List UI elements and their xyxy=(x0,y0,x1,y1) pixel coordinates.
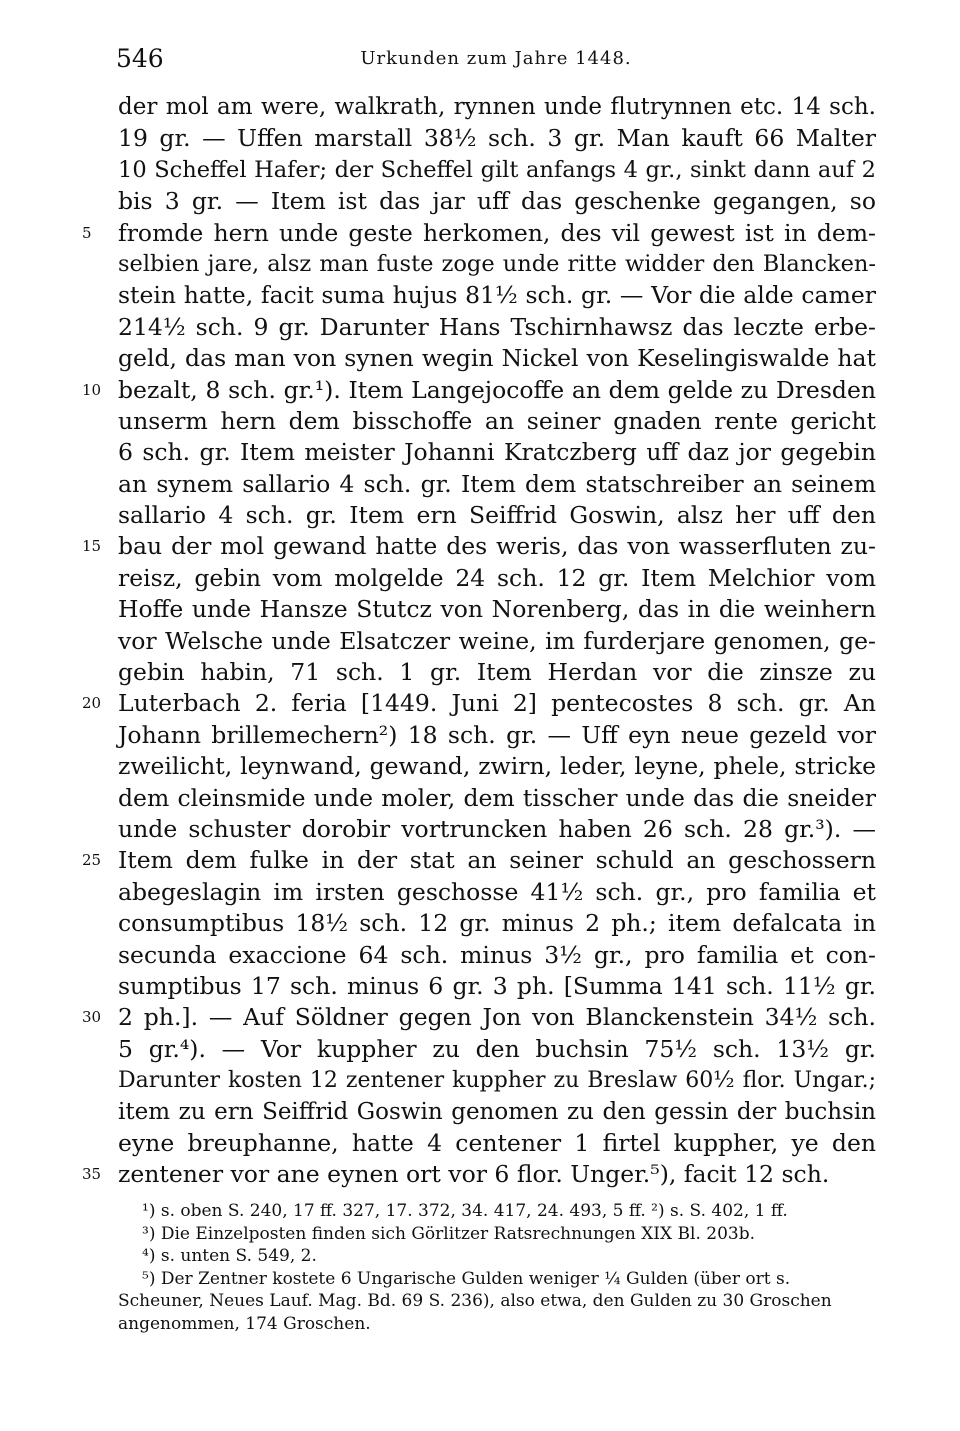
text-line xyxy=(118,500,876,531)
line-text: bezalt, 8 sch. gr.¹). Item Langejocoffe an dem gelde zu Dresden xyxy=(118,375,876,404)
text-line xyxy=(82,1002,876,1033)
line-text: bis 3 gr. — Item ist das jar uff das geschenke gegangen, so xyxy=(118,187,876,216)
line-text: 19 gr. — Uffen marstall 38½ sch. 3 gr. Man kauft 66 Malter xyxy=(118,124,876,153)
text-line xyxy=(82,845,876,876)
text-line xyxy=(118,563,876,594)
line-text: Johann brillemechern²) 18 sch. gr. — Uff eyn neue gezeld vor xyxy=(118,720,876,749)
line-text: sallario 4 sch. gr. Item ern Seiffrid Goswin, alsz her uff den xyxy=(118,501,876,530)
line-number: 20 xyxy=(82,694,102,713)
main-text xyxy=(82,92,876,1191)
line-text: 6 sch. gr. Item meister Johanni Kratczberg uff daz jor gegebin xyxy=(118,438,876,467)
text-line xyxy=(118,280,876,311)
line-text: selbien jare, alsz man fuste zoge unde ritte widder den Blancken- xyxy=(118,250,876,277)
text-line xyxy=(118,92,876,123)
text-line xyxy=(118,186,876,217)
text-line xyxy=(82,688,876,719)
line-text: der mol am were, walkrath, rynnen unde flutrynnen etc. 14 sch. xyxy=(118,94,876,120)
text-line xyxy=(118,123,876,154)
text-line xyxy=(118,312,876,343)
line-text: zentener vor ane eynen ort vor 6 flor. Unger.⁵), facit 12 sch. xyxy=(118,1160,830,1189)
text-line xyxy=(118,657,876,688)
text-line xyxy=(118,940,876,971)
line-text: stein hatte, facit suma hujus 81½ sch. gr. — Vor die alde camer xyxy=(118,281,876,310)
line-text: eyne breuphanne, hatte 4 centener 1 firtel kuppher, ye den xyxy=(118,1128,876,1157)
text-line xyxy=(118,155,876,186)
text-line xyxy=(118,626,876,657)
line-text: vor Welsche unde Elsatczer weine, im furderjare genomen, ge- xyxy=(118,626,876,655)
text-line xyxy=(118,343,876,374)
text-line xyxy=(82,375,876,406)
line-text: Darunter kosten 12 zentener kuppher zu Breslaw 60½ flor. Ungar.; xyxy=(118,1068,876,1094)
line-text: Hoffe unde Hansze Stutcz von Norenberg, das in die weinhern xyxy=(118,595,876,624)
page-number: 546 xyxy=(116,44,164,73)
line-text: zweilicht, leynwand, gewand, zwirn, leder, leyne, phele, stricke xyxy=(118,752,876,781)
text-line xyxy=(118,877,876,908)
line-number: 30 xyxy=(82,1008,102,1027)
line-number: 5 xyxy=(82,223,92,242)
footnotes xyxy=(118,1200,876,1336)
line-text: an synem sallario 4 sch. gr. Item dem statschreiber an seinem xyxy=(118,469,876,498)
line-number: 25 xyxy=(82,851,102,870)
line-text: geld, das man von synen wegin Nickel von Keselingiswalde hat xyxy=(118,344,876,373)
line-text: 214½ sch. 9 gr. Darunter Hans Tschirnhawsz das leczte erbe- xyxy=(118,312,876,341)
text-line xyxy=(118,908,876,939)
text-line xyxy=(82,1159,876,1190)
text-line xyxy=(118,406,876,437)
footnote-line: ⁵) Der Zentner kostete 6 Ungarische Gulden weniger ¼ Gulden (über ort s. xyxy=(142,1268,791,1289)
text-line xyxy=(118,469,876,500)
footnote-line: angenommen, 174 Groschen. xyxy=(118,1313,371,1334)
text-line xyxy=(118,1065,876,1096)
text-line xyxy=(118,437,876,468)
page-header xyxy=(116,44,876,80)
line-text: item zu ern Seiffrid Goswin genomen zu den gessin der buchsin xyxy=(118,1098,876,1125)
text-line xyxy=(118,1097,876,1128)
line-number: 15 xyxy=(82,537,102,556)
line-text: 10 Scheffel Hafer; der Scheffel gilt anfangs 4 gr., sinkt dann auf 2 xyxy=(118,156,876,183)
text-line xyxy=(118,971,876,1002)
line-text: Luterbach 2. feria [1449. Juni 2] pentecostes 8 sch. gr. An xyxy=(118,689,876,718)
line-text: unserm hern dem bisschoffe an seiner gnaden rente gericht xyxy=(118,406,876,435)
text-line xyxy=(118,249,876,280)
line-number: 10 xyxy=(82,380,102,399)
text-line xyxy=(82,531,876,562)
line-text: 5 gr.⁴). — Vor kuppher zu den buchsin 75½ sch. 13½ gr. xyxy=(118,1034,876,1063)
line-text: gebin habin, 71 sch. 1 gr. Item Herdan vor die zinsze zu xyxy=(118,658,876,687)
text-line xyxy=(118,814,876,845)
text-line xyxy=(118,751,876,782)
line-text: unde schuster dorobir vortruncken haben 26 sch. 28 gr.³). — xyxy=(118,814,876,843)
line-text: Item dem fulke in der stat an seiner schuld an geschossern xyxy=(118,846,876,875)
line-text: 2 ph.]. — Auf Söldner gegen Jon von Blanckenstein 34½ sch. xyxy=(118,1003,876,1032)
line-text: abegeslagin im irsten geschosse 41½ sch. gr., pro familia et xyxy=(118,877,876,906)
line-text: consumptibus 18½ sch. 12 gr. minus 2 ph.; item defalcata in xyxy=(118,909,876,938)
footnote-line: Scheuner, Neues Lauf. Mag. Bd. 69 S. 236), also etwa, den Gulden zu 30 Groschen xyxy=(118,1291,832,1312)
text-line xyxy=(118,783,876,814)
line-text: fromde hern unde geste herkomen, des vil gewest ist in dem- xyxy=(118,218,876,247)
line-text: secunda exaccione 64 sch. minus 3½ gr., pro familia et con- xyxy=(118,940,876,969)
text-line xyxy=(118,1034,876,1065)
footnote-line: ¹) s. oben S. 240, 17 ff. 327, 17. 372, 34. 417, 24. 493, 5 ff. ²) s. S. 402, 1 ff. xyxy=(142,1201,788,1221)
text-line xyxy=(118,594,876,625)
text-line xyxy=(118,1128,876,1159)
line-number: 35 xyxy=(82,1165,102,1184)
text-line xyxy=(82,218,876,249)
line-text: dem cleinsmide unde moler, dem tisscher unde das die sneider xyxy=(118,783,876,812)
running-title: Urkunden zum Jahre 1448. xyxy=(360,48,632,69)
text-line xyxy=(118,720,876,751)
footnote-line: ⁴) s. unten S. 549, 2. xyxy=(142,1246,317,1267)
footnote-line: ³) Die Einzelposten finden sich Görlitzer Ratsrechnungen XIX Bl. 203b. xyxy=(142,1223,756,1244)
line-text: reisz, gebin vom molgelde 24 sch. 12 gr. Item Melchior vom xyxy=(118,563,876,592)
line-text: bau der mol gewand hatte des weris, das von wasserfluten zu- xyxy=(118,532,876,561)
line-text: sumptibus 17 sch. minus 6 gr. 3 ph. [Summa 141 sch. 11½ gr. xyxy=(118,971,876,1000)
